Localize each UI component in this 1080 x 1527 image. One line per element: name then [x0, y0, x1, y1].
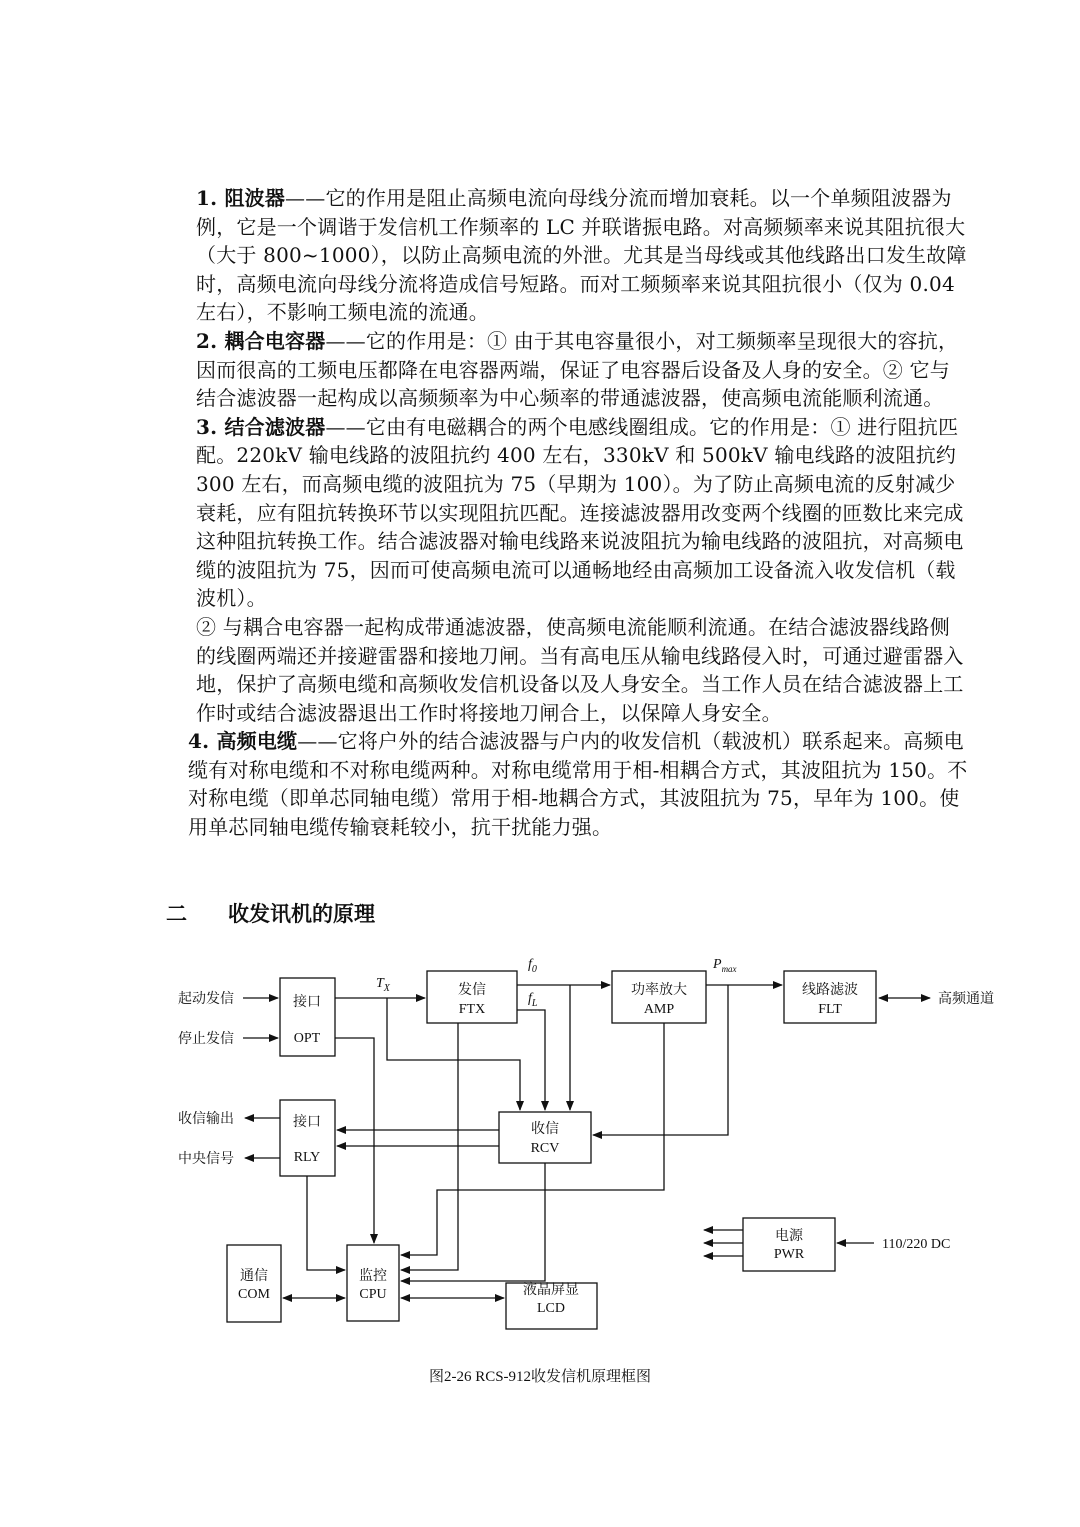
paragraph-heading: 3. 结合滤波器 [196, 414, 326, 439]
tx-signal-label [376, 976, 391, 994]
tx-signal-main: T [376, 976, 384, 991]
dc-input-label: 110/220 DC [882, 1237, 951, 1252]
flt-label-cn: 线路滤波 [802, 983, 858, 998]
pwr-label-en: PWR [773, 1247, 805, 1262]
paragraph-body: ——它将户外的结合滤波器与户内的收发信机（载波机）联系起来。高频电缆有对称电缆和不对称电缆两种。对称电缆常用于相-相耦合方式，其波阻抗为 150。不对称电缆（即单芯同轴电缆）常用于相-地耦合方式，其波阻抗为 75，早年为 100。使用单芯同轴电缆传输衰耗较小，抗干扰能力强。 [188, 729, 968, 840]
paragraph-body: ——它的作用是阻止高频电流向母线分流而增加衰耗。以一个单频阻波器为例，它是一个调谐于发信机工作频率的 LC 并联谐振电路。对高频频率来说其阻抗很大（大于 800~1000），以防止高频电流的外泄。尤其是当母线或其他线路出口发生故障时，高频电流向母线分流将造成信号短路。而对工频频率来说其阻抗很小（仅为 0.04 左右），不影响工频电流的流通。 [196, 186, 967, 325]
com-label-cn: 通信 [240, 1269, 268, 1284]
ftx-label-en: FTX [458, 1002, 486, 1017]
paragraph-body: ② 与耦合电容器一起构成带通滤波器，使高频电流能顺利流通。在结合滤波器线路侧的线圈两端还并接避雷器和接地刀闸。当有高电压从输电线路侵入时，可通过避雷器入地，保护了高频电缆和高频收发信机设备以及人身安全。当工作人员在结合滤波器上工作时或结合滤波器退出工作时将接地刀闸合上，以保障人身安全。 [196, 614, 964, 725]
paragraph-heading: 2. 耦合电容器 [196, 328, 326, 353]
fl-signal-sub: L [531, 998, 538, 1009]
tx-signal-sub: X [383, 983, 390, 994]
pwr-block [743, 1218, 835, 1271]
lcd-label-en: LCD [537, 1301, 565, 1316]
f0-signal-label [528, 957, 537, 975]
central-signal-label: 中央信号 [178, 1152, 234, 1167]
paragraph-heading: 4. 高频电缆 [188, 729, 298, 754]
cpu-label-en: CPU [359, 1287, 387, 1302]
stop-tx-label: 停止发信 [178, 1032, 234, 1047]
pmax-signal-sub: max [721, 964, 737, 974]
ftx-label-cn: 发信 [458, 983, 486, 998]
f0-signal-main: f [528, 957, 532, 972]
recv-output-label: 收信输出 [178, 1112, 234, 1127]
rcv-label-en: RCV [530, 1141, 560, 1156]
figure-caption: 图2-26 RCS-912收发信机原理框图 [428, 1369, 652, 1385]
section-title-text: 收发讯机的原理 [228, 902, 375, 926]
pwr-label-cn: 电源 [775, 1229, 803, 1244]
com-label-en: COM [238, 1287, 270, 1302]
opt-label-en: OPT [293, 1031, 321, 1046]
rcv-label-cn: 收信 [531, 1122, 559, 1137]
section-number: 二 [166, 902, 187, 926]
paragraph-body: ——它由有电磁耦合的两个电感线圈组成。它的作用是：① 进行阻抗匹配。220kV 输电线路的波阻抗约 400 左右，330kV 和 500kV 输电线路的波阻抗约 300 左右，而高频电缆的波阻抗为 75（早期为 100）。为了防止高频电流的反射减少衰耗，应有阻抗转换环节以实现阻抗匹配。连接滤波器用改变两个线圈的匝数比来完成这种阻抗转换工作。结合滤波器对输电线路来说波阻抗为输电线路的波阻抗，对高频电缆的波阻抗为 75，因而可使高频电流可以通畅地经由高频加工设备流入收发信机（载波机）。 [196, 414, 964, 611]
pmax-signal-label [712, 957, 737, 974]
fl-signal-main: f [528, 991, 532, 1006]
hf-channel-label: 高频通道 [938, 992, 994, 1007]
f0-signal-sub: 0 [531, 964, 537, 975]
start-tx-label: 起动发信 [178, 992, 234, 1007]
rly-label-en: RLY [293, 1150, 321, 1165]
paragraph-body: ——它的作用是：① 由于其电容量很小，对工频频率呈现很大的容抗，因而很高的工频电压都降在电容器两端，保证了电容器后设备及人身的安全。② 它与结合滤波器一起构成以高频频率为中心频率的带通滤波器，使高频电流能顺利流通。 [196, 328, 959, 411]
amp-label-cn: 功率放大 [631, 983, 687, 998]
amp-label-en: AMP [643, 1002, 675, 1017]
flt-label-en: FLT [818, 1002, 842, 1017]
pmax-signal-main: P [713, 957, 722, 972]
lcd-label-cn: 液晶屏显 [523, 1283, 579, 1298]
fl-signal-label [528, 991, 538, 1009]
cpu-label-cn: 监控 [359, 1269, 387, 1284]
opt-label-cn: 接口 [293, 995, 321, 1010]
rly-label-cn: 接口 [293, 1115, 321, 1130]
paragraph-heading: 1. 阻波器 [196, 186, 286, 210]
